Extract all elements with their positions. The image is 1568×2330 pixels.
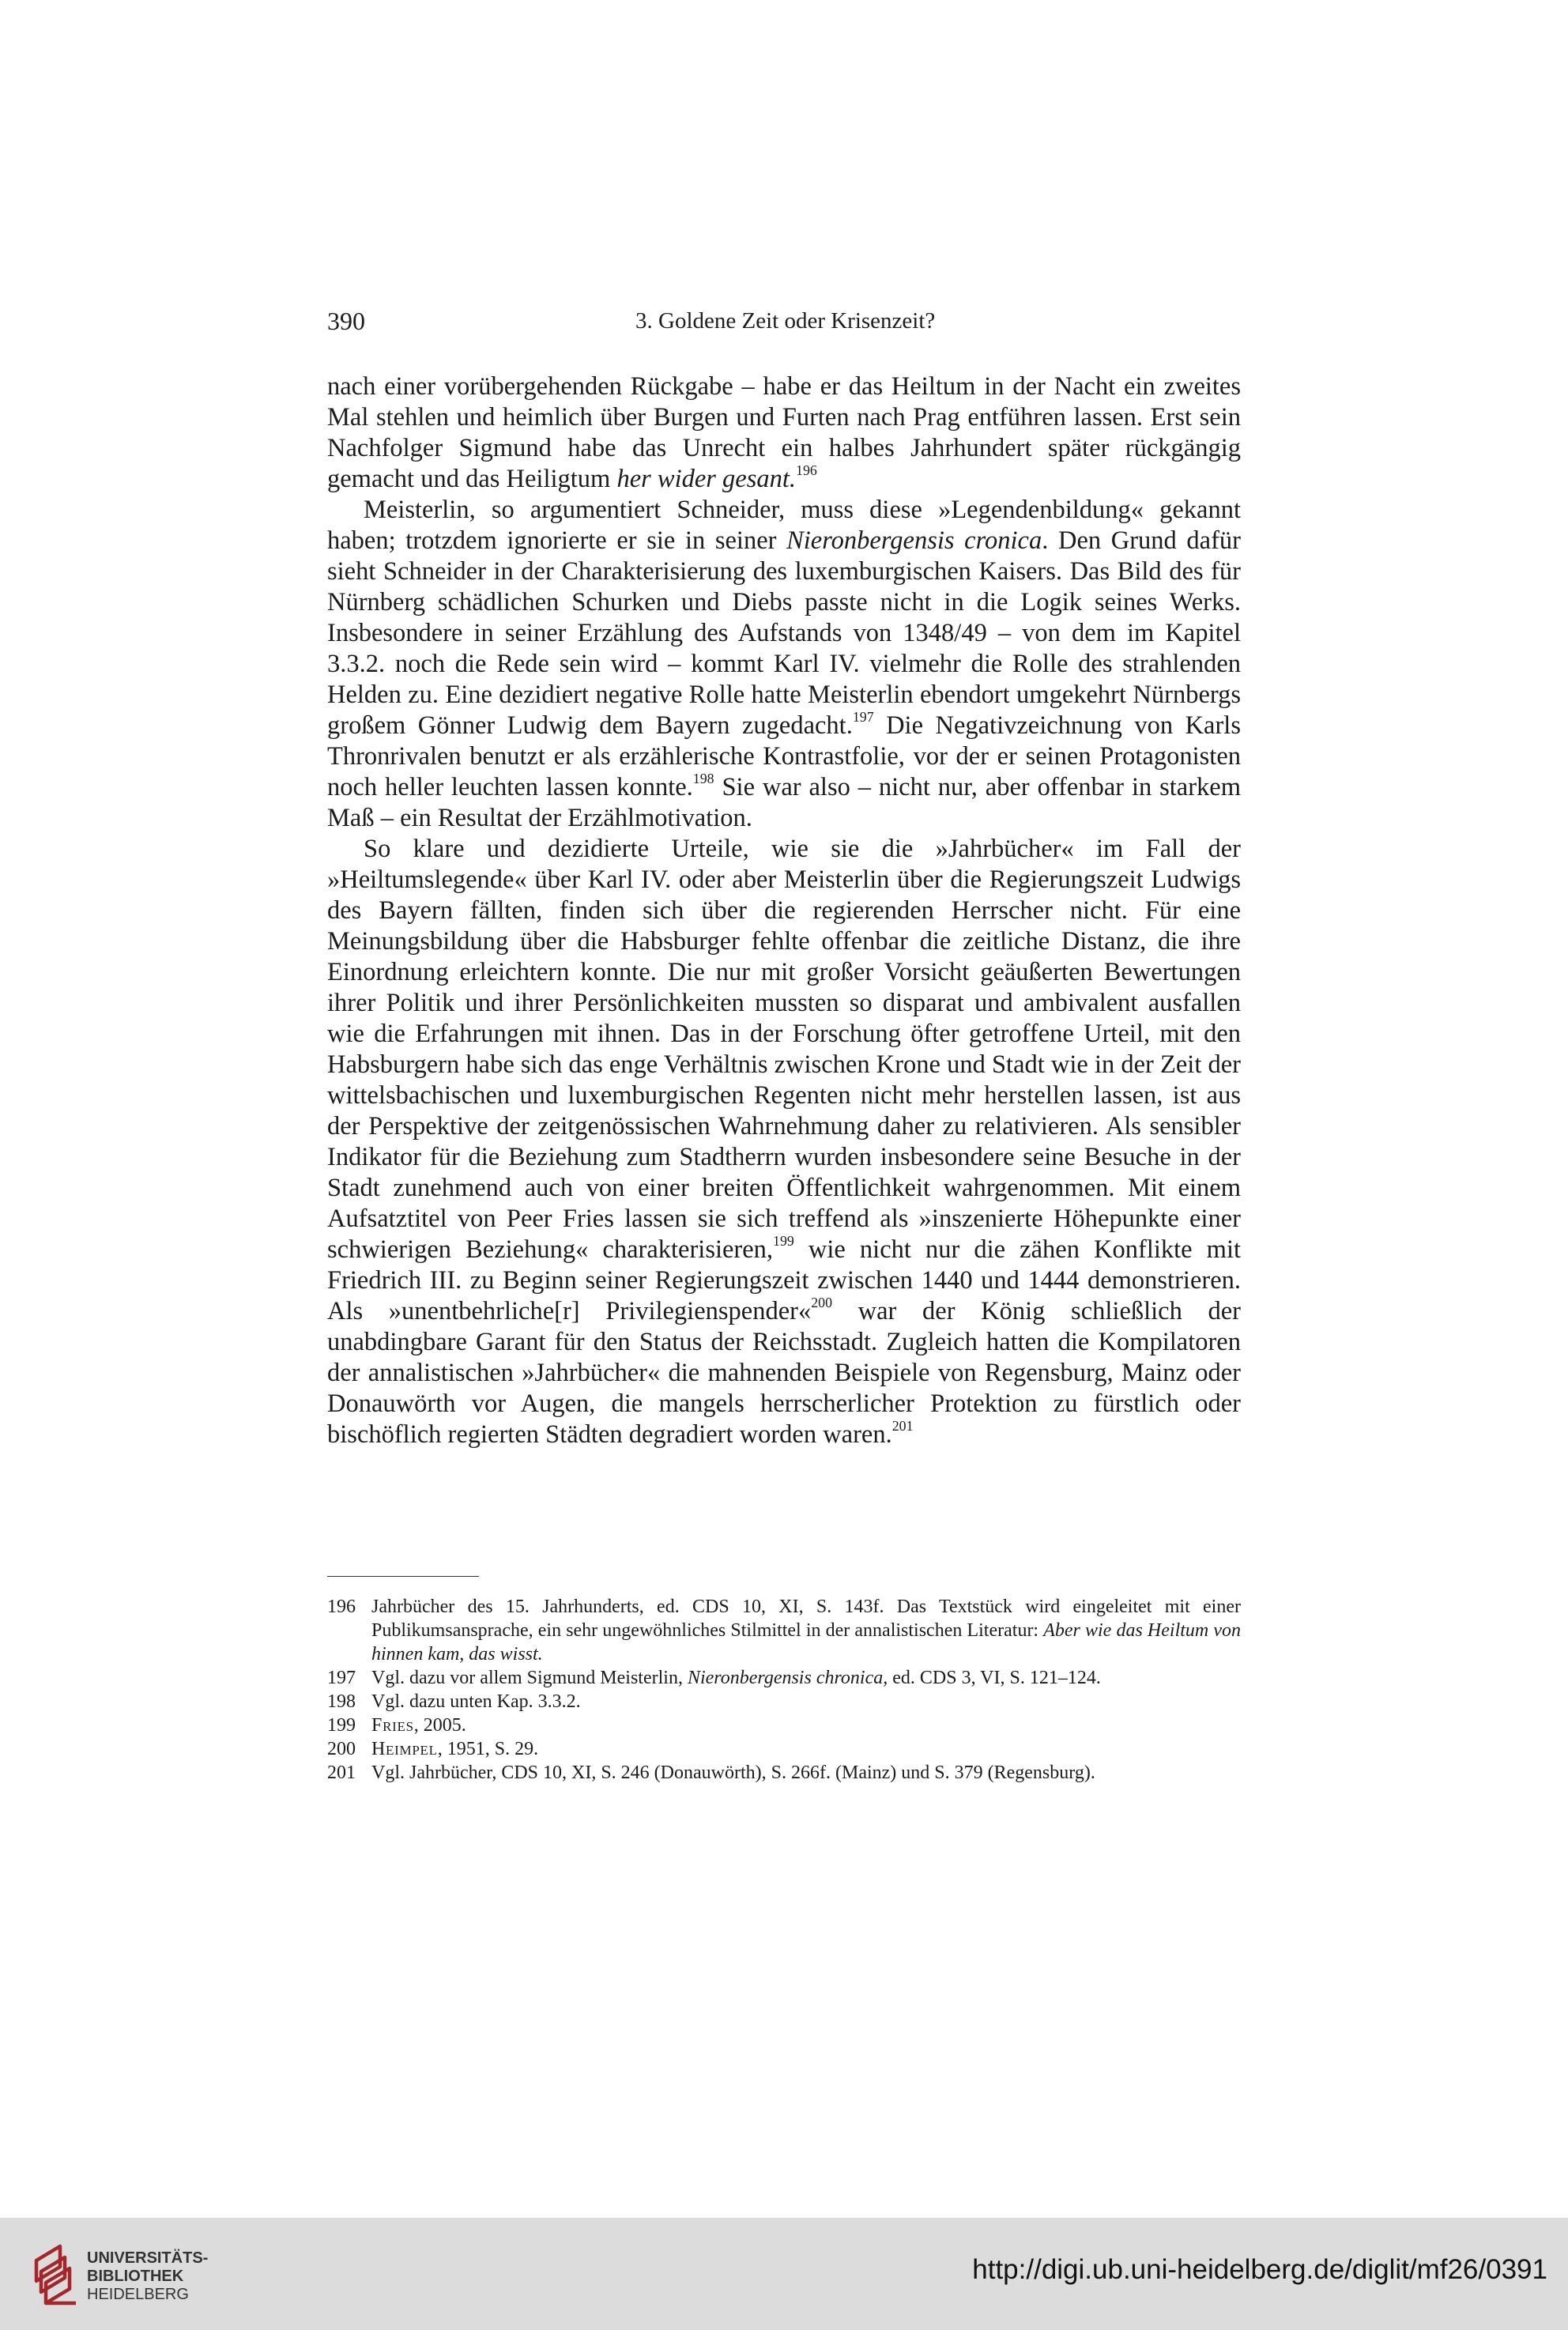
footnote-number: 196 (327, 1597, 356, 1617)
paragraph-text: Sie war also – nicht nur, aber offenbar in starkem Maß – ein Resultat der Erzählmotivation. (327, 773, 1241, 832)
footnote-text: , 2005. (413, 1715, 466, 1736)
footnote-text: Vgl. Jahrbücher, CDS 10, XI, S. 246 (Donauwörth), S. 266f. (Mainz) und S. 379 (Regensburg). (371, 1763, 1095, 1783)
page-number: 390 (327, 307, 365, 335)
footnote-196 (327, 1595, 1241, 1666)
library-name-line: BIBLIOTHEK (87, 2268, 184, 2285)
paragraph-text: wie nicht nur die zähen Konflikte mit Friedrich III. zu Beginn seiner Regierungszeit zwischen 1440 und 1444 demonstrieren. Als »unentbehrliche[r] Privilegienspender« (327, 1235, 1241, 1325)
footnote-ref[interactable]: 200 (811, 1294, 833, 1310)
footnote-200 (327, 1737, 1241, 1761)
paragraph (327, 371, 1241, 495)
library-logo-icon (30, 2235, 87, 2314)
library-name-line: UNIVERSITÄTS- (87, 2249, 209, 2267)
paragraph-text: war der König schließlich der unabdingbare Garant für den Status der Reichsstadt. Zugleich hatten die Kompilatoren der annalistischen »Jahrbücher« die mahnenden Beispiele von Regensburg, Mainz oder Donauwörth vor Augen, die mangels herrscherlicher Protektion zu fürstlich oder bischöflich regierten Städten degradiert worden waren. (327, 1297, 1241, 1449)
footnote-text: Vgl. dazu vor allem Sigmund Meisterlin, (371, 1668, 688, 1688)
paragraph-text: Meisterlin, so argumentiert Schneider, muss diese »Legendenbildung« gekannt haben; trotzdem ignorierte er sie in seiner (327, 496, 1241, 555)
footnote-number: 200 (327, 1739, 356, 1759)
footnote-separator (327, 1576, 479, 1577)
footnote-201 (327, 1761, 1241, 1785)
footnote-text: , 1951, S. 29. (437, 1739, 539, 1759)
footnote-199 (327, 1714, 1241, 1737)
italic-quote: her wider gesant. (616, 465, 797, 493)
footnote-ref[interactable]: 201 (891, 1417, 914, 1434)
paragraph-text: Die Negativzeichnung von Karls Thronrivalen benutzt er als erzählerische Kontrastfolie, vor der er seinen Protagonisten noch heller leuchten lassen konnte. (327, 711, 1241, 801)
paragraph-text: nach einer vorübergehenden Rückgabe – habe er das Heiltum in der Nacht ein zweites Mal stehlen und heimlich über Burgen und Furten nach Prag entführen lassen. Erst sein Nachfolger Sigmund habe das Unrecht ein halbes Jahrhundert später rückgängig gemacht und das Heiligtum (327, 372, 1241, 493)
footnote-text: ed. CDS 3, VI, S. 121–124. (888, 1668, 1101, 1688)
footnote-italic: Aber wie das Heiltum von hinnen kam, das wisst. (371, 1620, 1242, 1665)
footnote-author: Heimpel (371, 1739, 438, 1759)
footnote-number: 197 (327, 1668, 356, 1688)
running-head (327, 305, 1241, 337)
paragraph (327, 834, 1241, 1450)
footnote-text: Vgl. dazu unten Kap. 3.3.2. (371, 1691, 581, 1712)
footnote-ref[interactable]: 198 (692, 770, 714, 786)
footnote-italic: Nieronbergensis chronica, (687, 1668, 888, 1688)
footnote-198 (327, 1690, 1241, 1714)
footnote-ref[interactable]: 199 (773, 1232, 794, 1249)
body-text (327, 371, 1241, 1450)
paragraph-text: . Den Grund dafür sieht Schneider in der Charakterisierung des luxemburgischen Kaisers. Das Bild des für Nürnberg schädlichen Schurken und Diebs passte nicht in die Logik seines Werks. Insbesondere in seiner Erzählung des Aufstands von 1348/49 – von dem im Kapitel 3.3.2. noch die Rede sein wird – kommt Karl IV. vielmehr die Rolle des strahlenden Helden zu. Eine dezidiert negative Rolle hatte Meisterlin ebendort umgekehrt Nürnbergs großem Gönner Ludwig dem Bayern zugedacht. (327, 526, 1241, 740)
footnote-ref[interactable]: 196 (796, 462, 817, 478)
paragraph-text: So klare und dezidierte Urteile, wie sie die »Jahrbücher« im Fall der »Heiltumslegende« über Karl IV. oder aber Meisterlin über die Regierungszeit Ludwigs des Bayern fällten, finden sich über die regierenden Herrscher nicht. Für eine Meinungsbildung über die Habsburger fehlte offenbar die zeitliche Distanz, die ihre Einordnung erleichtern konnte. Die nur mit großer Vorsicht geäußerten Bewertungen ihrer Politik und ihrer Persönlichkeiten mussten so disparat und ambivalent ausfallen wie die Erfahrungen mit ihnen. Das in der Forschung öfter getroffene Urteil, mit den Habsburgern habe sich das enge Verhältnis zwischen Krone und Stadt wie in der Zeit der wittelsbachischen und luxemburgischen Regenten nicht mehr herstellen lassen, ist aus der Perspektive der zeitgenössischen Wahrnehmung daher zu relativieren. Als sensibler Indikator für die Beziehung zum Stadtherrn wurden insbesondere seine Besuche in der Stadt zunehmend auch von einer breiten Öffentlichkeit wahrgenommen. Mit einem Aufsatztitel von Peer Fries lassen sie sich treffend als »inszenierte Höhepunkte einer schwierigen Beziehung« charakterisieren, (327, 835, 1241, 1264)
footnote-number: 199 (327, 1715, 356, 1736)
paragraph (327, 495, 1241, 834)
footnote-number: 201 (327, 1763, 356, 1783)
footer-bar (0, 2218, 1568, 2330)
chapter-title: 3. Goldene Zeit oder Krisenzeit? (635, 308, 936, 334)
library-name (87, 2249, 208, 2304)
footnote-197 (327, 1666, 1241, 1690)
footnote-ref[interactable]: 197 (852, 708, 874, 725)
source-url-link[interactable]: http://digi.ub.uni-heidelberg.de/diglit/mf26/0391 (972, 2254, 1547, 2285)
footnote-number: 198 (327, 1691, 356, 1712)
footnote-author: Fries (371, 1715, 414, 1736)
italic-title: Nieronbergensis cronica (786, 526, 1042, 555)
footnote-text: Jahrbücher des 15. Jahrhunderts, ed. CDS 10, XI, S. 143f. Das Textstück wird eingeleitet mit einer Publikumsansprache, ein sehr ungewöhnliches Stilmittel in der annalistischen Literatur: (371, 1597, 1241, 1641)
footnote-list (327, 1595, 1241, 1785)
library-name-line: HEIDELBERG (87, 2286, 189, 2303)
